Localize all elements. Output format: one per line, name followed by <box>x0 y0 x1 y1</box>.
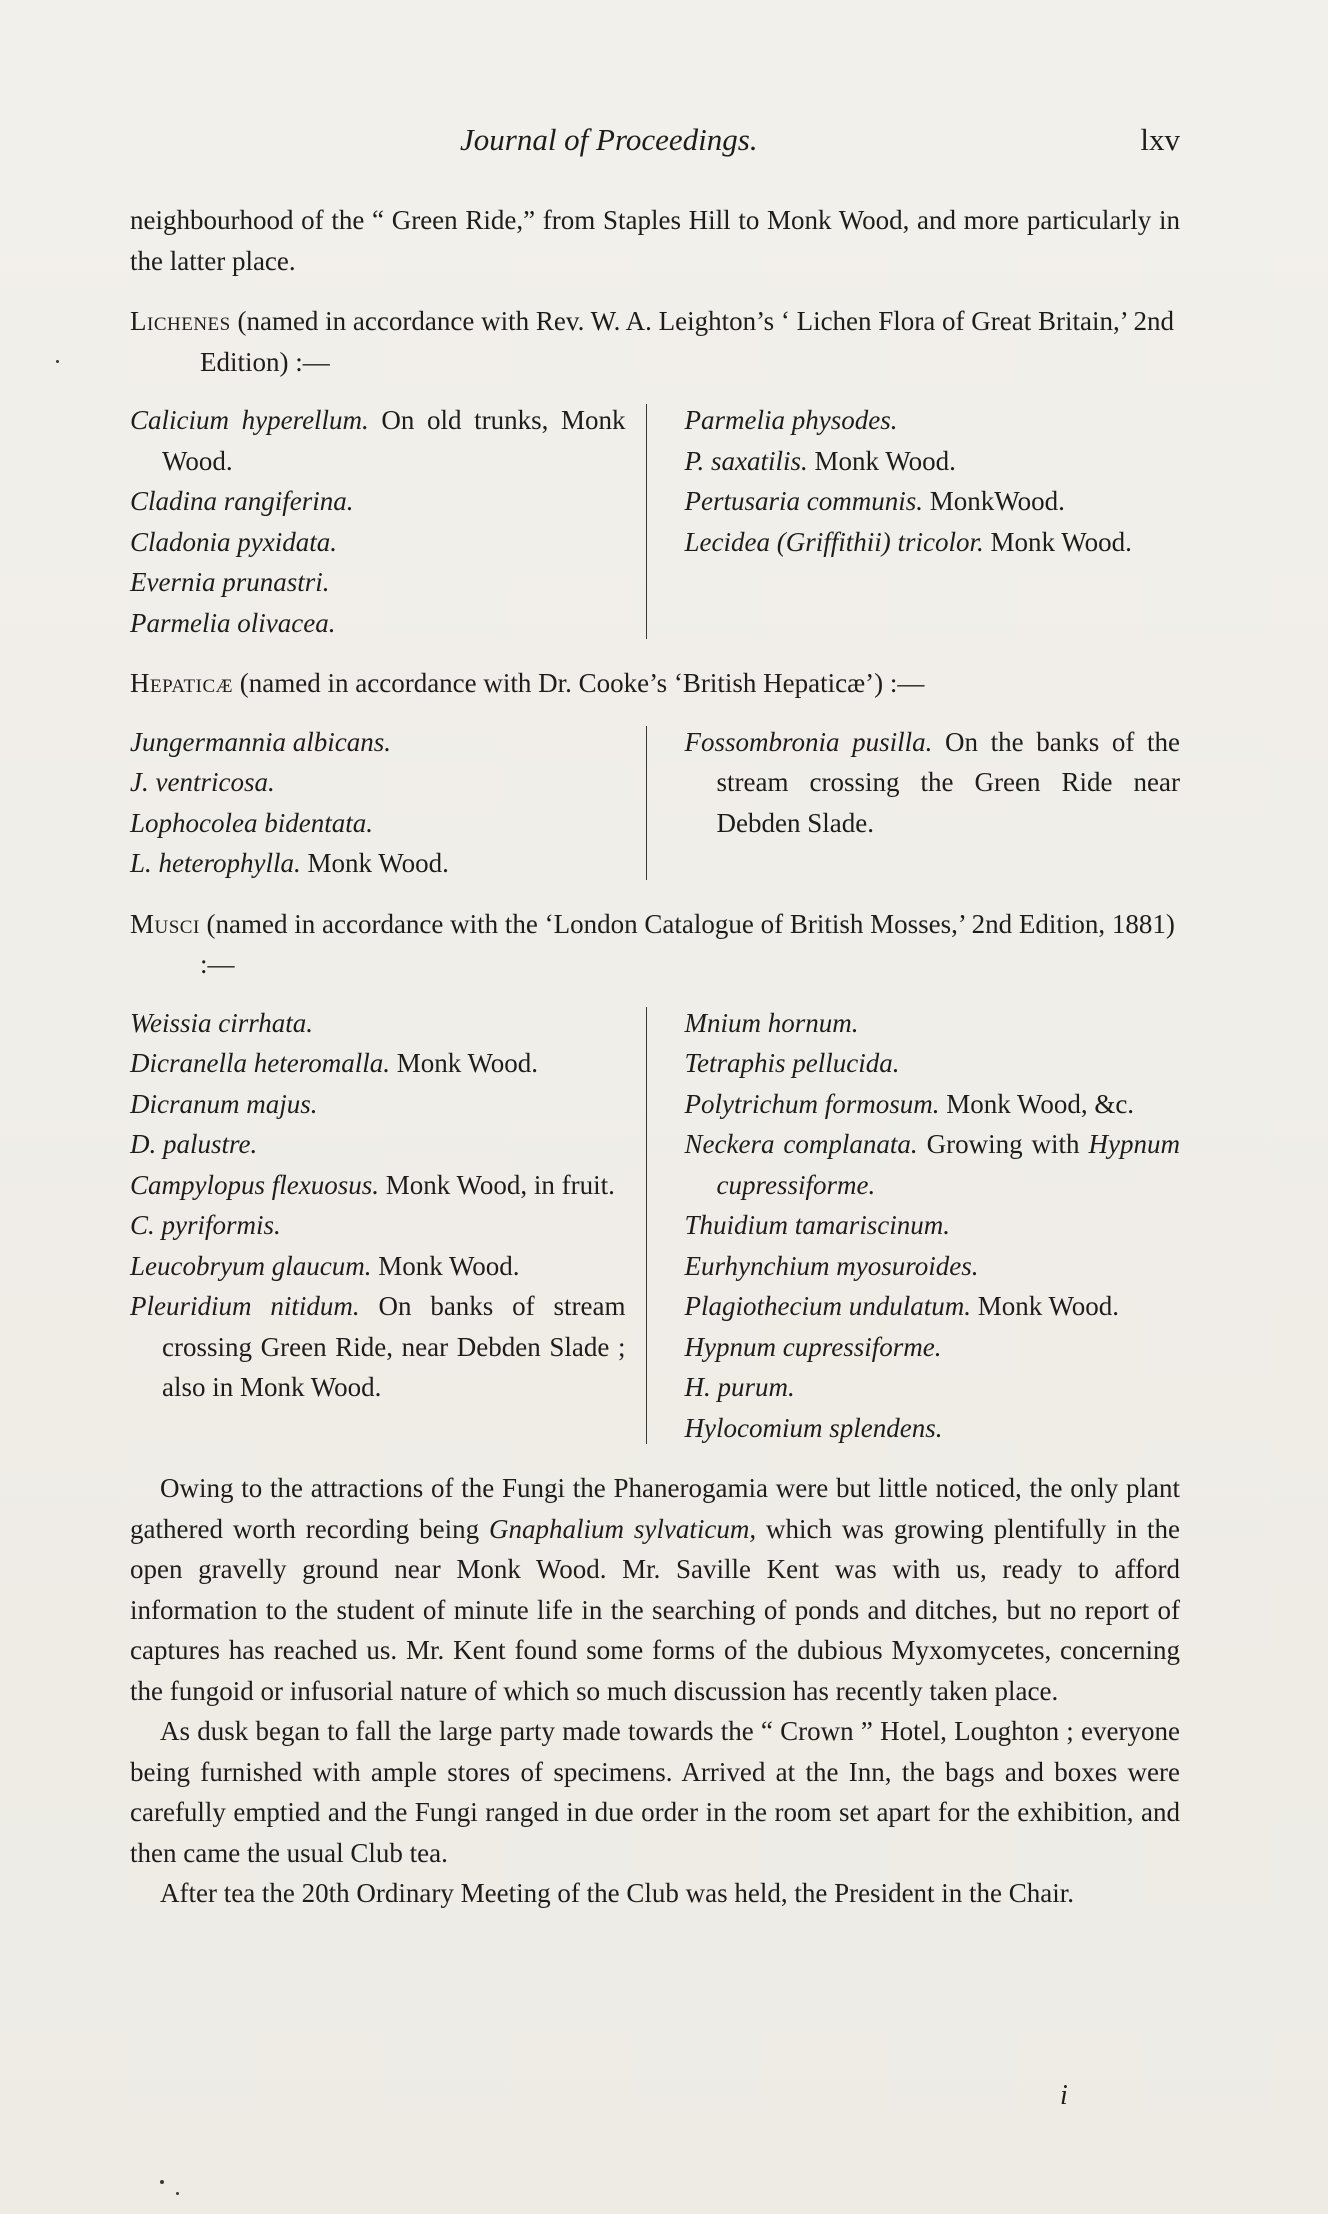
lichenes-left-column <box>130 400 646 643</box>
species-name: Hypnum cupressiforme. <box>684 1331 942 1362</box>
list-item <box>130 1205 626 1246</box>
species-name: Dicranum majus. <box>130 1088 318 1119</box>
list-item <box>130 722 626 763</box>
list-item <box>685 481 1181 522</box>
musci-left-column <box>130 1003 646 1449</box>
species-name: Calicium hyperellum. <box>130 405 369 435</box>
page-number: lxv <box>1140 122 1180 157</box>
lichenes-heading <box>130 301 1180 382</box>
hepaticae-heading <box>130 663 1180 704</box>
list-item <box>130 562 626 603</box>
species-note: Monk Wood. <box>371 1250 520 1281</box>
paragraph-phanerogamia <box>130 1468 1180 1711</box>
list-item <box>130 1286 626 1408</box>
list-item <box>130 1003 626 1044</box>
hepaticae-left-column <box>130 722 646 884</box>
list-item <box>130 400 626 481</box>
page-body <box>130 200 1180 1914</box>
ink-speck <box>176 2192 179 2195</box>
list-item <box>130 1246 626 1287</box>
species-name: Lecidea (Griffithii) tricolor. <box>684 526 984 557</box>
species-name: C. pyriformis. <box>130 1210 281 1240</box>
species-note: Monk Wood, in fruit. <box>379 1169 615 1200</box>
text-run: Owing to the attractions of the Fungi the Phanerogamia were but little noticed, the only plant gathered worth recording being <box>130 1473 1180 1544</box>
species-note: MonkWood. <box>923 486 1065 516</box>
musci-heading <box>130 904 1180 985</box>
species-name: Dicranella heteromalla. <box>130 1048 390 1078</box>
lichenes-list <box>130 400 1180 643</box>
species-name: D. palustre. <box>130 1129 258 1159</box>
lichenes-term: Lichenes <box>130 306 231 336</box>
species-name: Hylocomium splendens. <box>684 1412 943 1443</box>
species-name: Weissia cirrhata. <box>130 1007 314 1038</box>
musci-heading-rest: (named in accordance with the ‘London Catalogue of British Mosses,’ 2nd Edition, 1881) :— <box>199 908 1175 979</box>
ink-speck <box>56 360 59 363</box>
species-name: Neckera complanata. <box>684 1129 918 1159</box>
species-name: Parmelia physodes. <box>684 405 898 435</box>
list-item <box>130 603 626 644</box>
species-name: Gnaphalium sylvaticum, <box>489 1513 757 1544</box>
lichenes-right-column <box>647 400 1181 643</box>
species-name: Evernia prunastri. <box>130 567 330 597</box>
species-name: Leucobryum glaucum. <box>130 1250 372 1281</box>
species-name: Pertusaria communis. <box>684 486 923 516</box>
list-item <box>685 1084 1181 1125</box>
list-item <box>130 843 626 884</box>
list-item <box>130 481 626 522</box>
species-name: Tetraphis pellucida. <box>684 1048 900 1078</box>
list-item <box>130 803 626 844</box>
species-name: L. heterophylla. <box>130 848 301 878</box>
intro-paragraph: neighbourhood of the “ Green Ride,” from Staples Hill to Monk Wood, and more particularly in the latter place. <box>130 205 1180 276</box>
hepaticae-heading-rest: (named in accordance with Dr. Cooke’s ‘British Hepaticæ’) :— <box>233 668 925 698</box>
list-item <box>685 1124 1181 1205</box>
species-name: Hypnum cupressiforme. <box>716 1129 1181 1200</box>
list-item <box>685 522 1181 563</box>
list-item <box>685 1246 1181 1287</box>
list-item <box>685 1205 1181 1246</box>
hepaticae-list <box>130 722 1180 884</box>
list-item <box>685 1327 1181 1368</box>
species-name: Parmelia olivacea. <box>130 607 336 638</box>
list-item <box>685 1003 1181 1044</box>
list-item <box>130 1043 626 1084</box>
hepaticae-term: Hepaticæ <box>130 668 234 698</box>
species-name: H. purum. <box>684 1372 795 1402</box>
list-item <box>685 722 1181 844</box>
list-item <box>130 1165 626 1206</box>
species-note: Monk Wood. <box>983 526 1132 557</box>
species-name: Plagiothecium undulatum. <box>684 1291 971 1321</box>
species-name: Eurhynchium myosuroides. <box>684 1250 979 1281</box>
species-name: Pleuridium nitidum. <box>130 1291 360 1321</box>
ink-speck <box>160 2180 164 2184</box>
species-name: Polytrichum formosum. <box>684 1088 940 1119</box>
species-name: P. saxatilis. <box>684 445 808 476</box>
list-item <box>685 1286 1181 1327</box>
species-note: Monk Wood. <box>970 1291 1120 1321</box>
species-name: Jungermannia albicans. <box>130 726 391 757</box>
musci-term: Musci <box>130 908 200 939</box>
list-item <box>685 441 1181 482</box>
list-item <box>685 1043 1181 1084</box>
text-run: which was growing plentifully in the open gravelly ground near Monk Wood. Mr. Saville Kent was with us, ready to afford information to the student of minute life in the searching of ponds and ditches, but no report of captures has reached us. Mr. Kent found some forms of the dubious Myxomycetes, concerning the fungoid or infusorial nature of which so much discussion has recently taken place. <box>130 1513 1180 1706</box>
list-item <box>685 1367 1181 1408</box>
list-item <box>130 762 626 803</box>
species-name: Campylopus flexuosus. <box>130 1169 379 1200</box>
running-header <box>130 122 1180 162</box>
signature-mark: i <box>1060 2080 1068 2111</box>
lichenes-heading-rest: (named in accordance with Rev. W. A. Leighton’s ‘ Lichen Flora of Great Britain,’ 2nd Edition) :— <box>200 306 1174 377</box>
species-note: Monk Wood. <box>300 848 449 878</box>
species-note: On banks of stream crossing Green Ride, near Debden Slade ; also in Monk Wood. <box>162 1291 626 1402</box>
list-item <box>130 522 626 563</box>
species-name: Cladina rangiferina. <box>130 486 354 516</box>
list-item <box>685 400 1181 441</box>
species-name: Mnium hornum. <box>684 1007 859 1038</box>
musci-list <box>130 1003 1180 1449</box>
list-item <box>130 1124 626 1165</box>
species-name: Lophocolea bidentata. <box>130 807 373 838</box>
paragraph-dusk: As dusk began to fall the large party made towards the “ Crown ” Hotel, Loughton ; everyone being furnished with ample stores of specimens. Arrived at the Inn, the bags and boxes were carefully emptied and the Fungi ranged in due order in the room set apart for the exhibition, and then came the usual Club tea. <box>130 1716 1180 1868</box>
species-name: Cladonia pyxidata. <box>130 526 337 557</box>
list-item <box>685 1408 1181 1449</box>
species-name: Fossombronia pusilla. <box>684 726 933 757</box>
paragraph-meeting: After tea the 20th Ordinary Meeting of the Club was held, the President in the Chair. <box>160 1878 1075 1908</box>
running-title: Journal of Proceedings. <box>460 122 758 157</box>
species-note: Monk Wood. <box>389 1048 539 1078</box>
species-note: Monk Wood, &c. <box>939 1088 1135 1119</box>
list-item <box>130 1084 626 1125</box>
species-note: Growing with <box>917 1129 1089 1159</box>
hepaticae-right-column <box>647 722 1181 884</box>
species-note: On the banks of the stream crossing the Green Ride near Debden Slade. <box>716 726 1180 838</box>
species-note: On old trunks, Monk Wood. <box>162 405 626 476</box>
species-name: J. ventricosa. <box>130 767 275 797</box>
species-name: Thuidium tamariscinum. <box>684 1210 951 1240</box>
species-note: Monk Wood. <box>807 445 956 476</box>
musci-right-column <box>647 1003 1181 1449</box>
